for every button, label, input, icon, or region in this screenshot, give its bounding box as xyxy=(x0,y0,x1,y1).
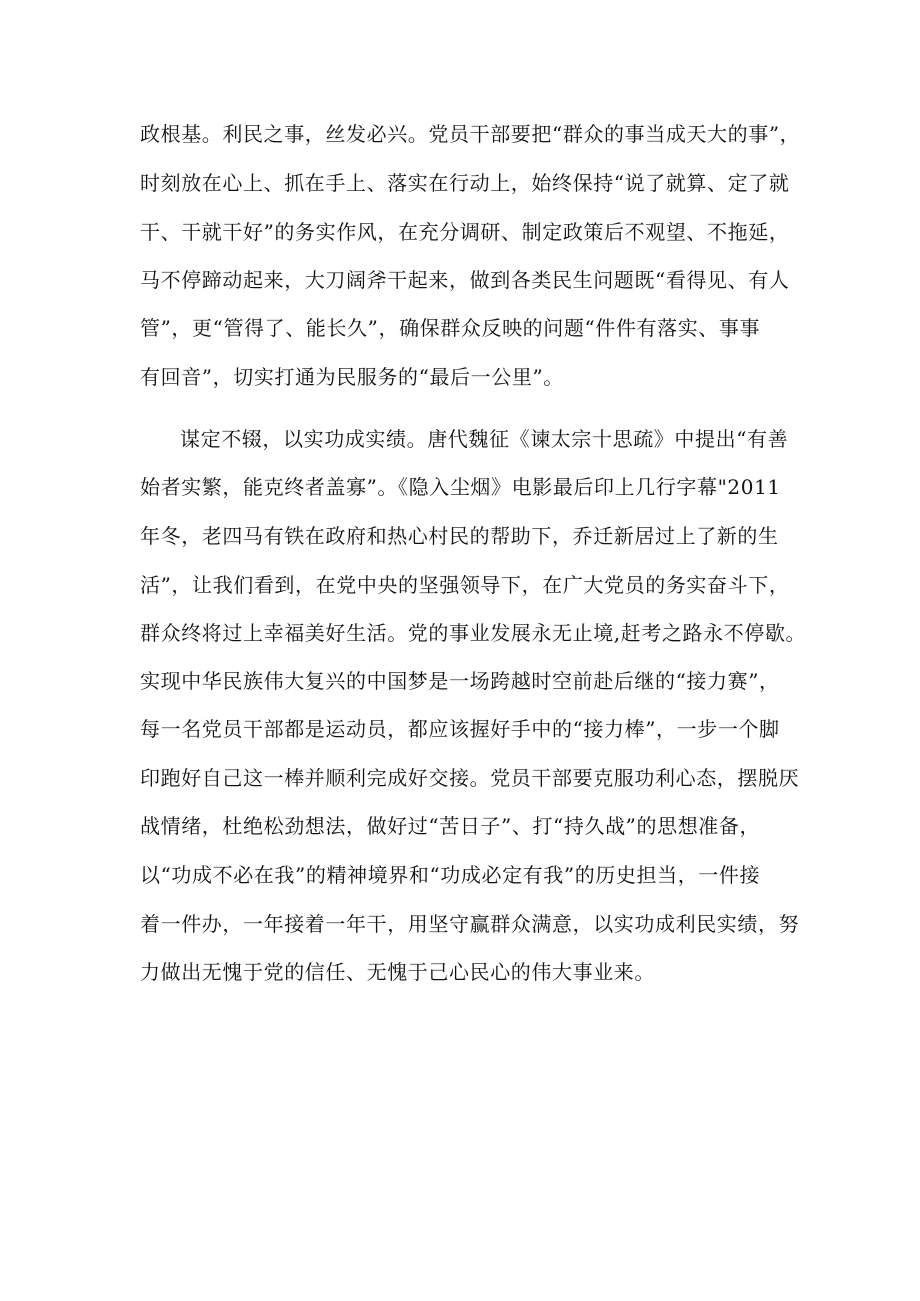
text-line: 力做出无愧于党的信任、无愧于己心民心的伟大事业来。 xyxy=(140,960,655,984)
text-line: 以“功成不必在我”的精神境界和“功成必定有我”的历史担当，一件接 xyxy=(140,863,761,887)
paragraph-first-line: 谋定不辍，以实功成实绩。唐代魏征《谏太宗十思疏》中提出“有善 xyxy=(180,427,789,451)
text-line: 着一件办，一年接着一年干，用坚守赢群众满意，以实功成利民实绩，努 xyxy=(140,912,800,936)
text-line: 时刻放在心上、抓在手上、落实在行动上，始终保持“说了就算、定了就 xyxy=(140,171,790,195)
text-line: 有回音”，切实打通为民服务的“最后一公里”。 xyxy=(140,365,564,389)
text-line: 印跑好自己这一棒并顺利完成好交接。党员干部要克服功利心态，摆脱厌 xyxy=(140,766,800,790)
text-line: 群众终将过上幸福美好生活。党的事业发展永无止境,赶考之路永不停歇。 xyxy=(140,621,807,645)
text-line: 干、干就干好”的务实作风，在充分调研、制定政策后不观望、不拖延， xyxy=(140,220,790,244)
text-line: 每一名党员干部都是运动员，都应该握好手中的“接力棒”，一步一个脚 xyxy=(140,717,780,741)
text-line: 活”，让我们看到，在党中央的坚强领导下，在广大党员的务实奋斗下， xyxy=(140,573,790,597)
text-line: 管”，更“管得了、能长久”，确保群众反映的问题“件件有落实、事事 xyxy=(140,316,761,340)
text-line: 始者实繁，能克终者盖寡”。《隐入尘烟》电影最后印上几行字幕"2011 xyxy=(140,475,781,499)
text-line: 马不停蹄动起来，大刀阔斧干起来，做到各类民生问题既“看得见、有人 xyxy=(140,268,790,292)
text-line: 年冬，老四马有铁在政府和热心村民的帮助下，乔迁新居过上了新的生 xyxy=(140,524,779,548)
text-line: 实现中华民族伟大复兴的中国梦是一场跨越时空前赴后继的“接力赛”， xyxy=(140,669,780,693)
text-line: 政根基。利民之事，丝发必兴。党员干部要把“群众的事当成天大的事”， xyxy=(140,122,801,146)
text-line: 战情绪，杜绝松劲想法，做好过“苦日子”、打“持久战”的思想准备， xyxy=(140,814,761,838)
